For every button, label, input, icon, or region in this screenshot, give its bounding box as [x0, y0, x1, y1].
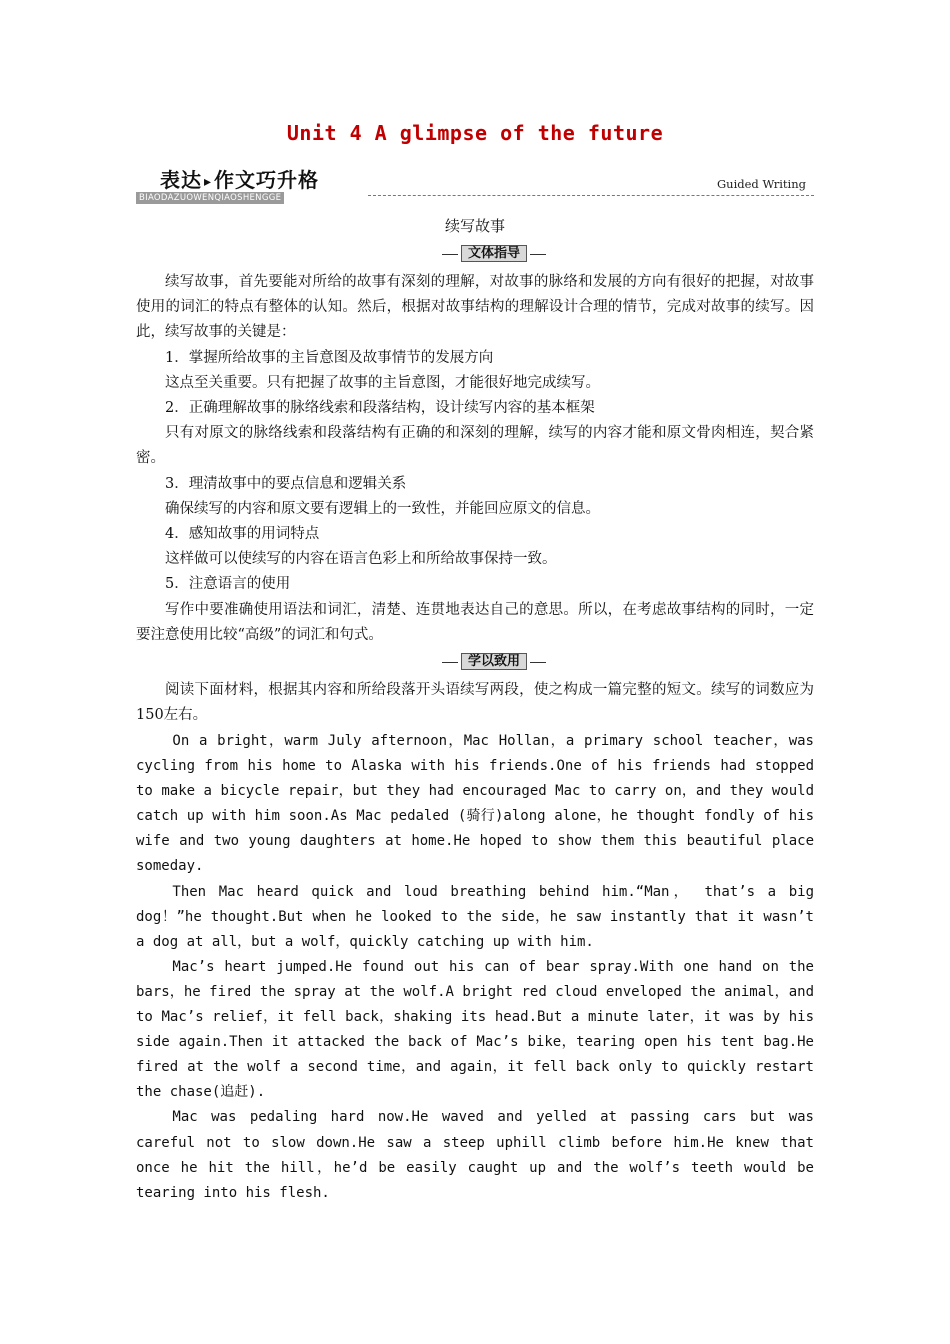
guide-paragraph: 续写故事，首先要能对所给的故事有深刻的理解，对故事的脉络和发展的方向有很好的把握，对故事使用的词汇的特点有整体的认知。然后，根据对故事结构的理解设计合理的情节，完成对故事的续写。因此，续写故事的关键是：	[136, 274, 814, 341]
section-title: 续写故事	[444, 217, 505, 235]
banner-divider	[368, 195, 814, 196]
practice-badge	[440, 653, 548, 671]
guide-point-heading: 5．注意语言的使用	[165, 576, 291, 593]
guide-text	[136, 270, 814, 648]
guide-paragraph: 确保续写的内容和原文要有逻辑上的一致性，并能回应原文的信息。	[165, 500, 600, 517]
guide-paragraph: 只有对原文的脉络线索和段落结构有正确的和深刻的理解，续写的内容才能和原文骨肉相连，契合紧密。	[136, 425, 814, 467]
guide-paragraph: 这样做可以使续写的内容在语言色彩上和所给故事保持一致。	[165, 551, 557, 568]
practice-instruction	[136, 678, 814, 728]
guide-badge-label: 文体指导	[461, 245, 527, 262]
guide-point-heading: 1．掌握所给故事的主旨意图及故事情节的发展方向	[165, 349, 494, 366]
story-paragraph: Mac was pedaling hard now.He waved and yelled at passing cars but was careful not to slow down.He saw a steep uphill climb before him.He knew that once he hit the hill，he’d be easily caught up and the wolf’s teeth would be tearing into his flesh.	[136, 1109, 814, 1201]
arrow-icon: ▸	[204, 173, 213, 190]
guide-paragraph: 这点至关重要。只有把握了故事的主旨意图，才能很好地完成续写。	[165, 374, 600, 391]
guide-paragraph: 写作中要准确使用语法和词汇，清楚、连贯地表达自己的意思。所以，在考虑故事结构的同时，一定要注意使用比较“高级”的词汇和句式。	[136, 601, 814, 643]
banner-heading	[160, 164, 319, 193]
guide-badge	[440, 245, 548, 263]
banner-heading-right: 作文巧升格	[214, 168, 320, 192]
unit-title: Unit 4 A glimpse of the future	[286, 121, 664, 145]
banner-heading-left: 表达	[160, 168, 202, 192]
banner-english-label: Guided Writing	[716, 177, 806, 191]
story-paragraph: Then Mac heard quick and loud breathing behind him.“Man， that’s a big dog！”he thought.But when he looked to the side，he saw instantly that it wasn’t a dog at all，but a wolf，quickly catching up with him.	[136, 883, 814, 950]
instruction-paragraph: 阅读下面材料，根据其内容和所给段落开头语续写两段，使之构成一篇完整的短文。续写的词数应为150左右。	[136, 682, 814, 724]
story-text	[136, 729, 814, 1206]
guide-point-heading: 2．正确理解故事的脉络线索和段落结构，设计续写内容的基本框架	[165, 400, 595, 417]
section-banner	[136, 164, 814, 204]
practice-badge-label: 学以致用	[461, 653, 527, 670]
guide-point-heading: 4．感知故事的用词特点	[165, 526, 320, 543]
banner-pinyin: BIAODAZUOWENQIAOSHENGGE	[136, 192, 284, 204]
story-paragraph: On a bright，warm July afternoon，Mac Hollan，a primary school teacher，was cycling from his home to Alaska with his friends.One of his friends had stopped to make a bicycle repair，but they had encouraged Mac to carry on，and they would catch up with him soon.As Mac pedaled (骑行)along alone，he thought fondly of his wife and two young daughters at home.He hoped to show them this beautiful place someday.	[136, 733, 814, 875]
guide-point-heading: 3．理清故事中的要点信息和逻辑关系	[165, 475, 407, 492]
story-paragraph: Mac’s heart jumped.He found out his can of bear spray.With one hand on the bars，he fired the spray at the wolf.A bright red cloud enveloped the animal，and to Mac’s relief，it fell back，shaking its head.But a minute later，it was by his side again.Then it attacked the back of Mac’s bike，tearing open his tent bag.He fired at the wolf a second time，and again，it fell back only to quickly restart the chase(追赶).	[136, 958, 814, 1101]
